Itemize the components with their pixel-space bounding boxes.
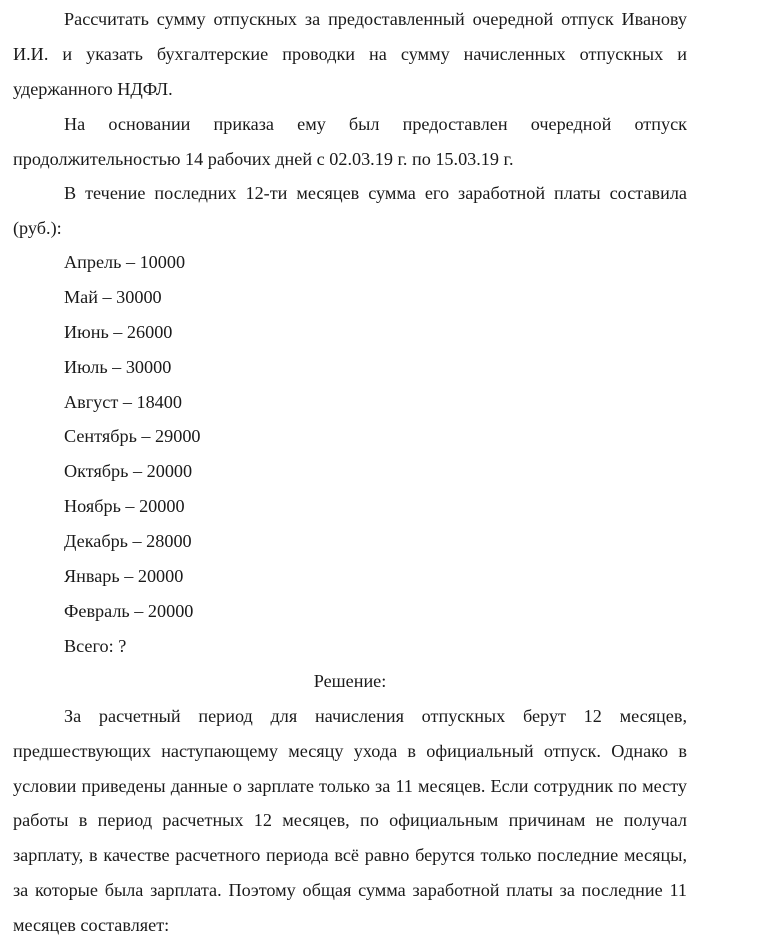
list-item: Июнь – 26000 xyxy=(64,321,173,342)
salary-list xyxy=(64,245,201,629)
list-item: Июль – 30000 xyxy=(64,356,172,377)
total-line: Всего: ? xyxy=(64,636,127,656)
list-item: Май – 30000 xyxy=(64,286,162,307)
list-item: Август – 18400 xyxy=(64,391,182,412)
solution-paragraph: За расчетный период для начисления отпускных берут 12 месяцев, предшествующих наступающему месяцу ухода в официальный отпуск. Однако в условии приведены данные о зарплате только за 11 месяцев. Если сотрудник по месту работы в период расчетных 12 месяцев, по официальным причинам не получал зарплату, в качестве расчетного периода всё равно берутся только последние месяцы, за которые была зарплата. Поэтому общая сумма заработной платы за последние 11 месяцев составляет: xyxy=(13,706,687,935)
list-item: Апрель – 10000 xyxy=(64,252,186,272)
list-item: Январь – 20000 xyxy=(64,566,184,587)
list-item: Декабрь – 28000 xyxy=(64,531,192,552)
solution-heading: Решение: xyxy=(313,671,387,691)
list-item: Февраль – 20000 xyxy=(64,600,194,621)
task-paragraph: Рассчитать сумму отпускных за предоставленный очередной отпуск Иванову И.И. и указать бухгалтерские проводки на сумму начисленных отпускных и удержанного НДФЛ. xyxy=(13,9,687,99)
list-item: Ноябрь – 20000 xyxy=(64,496,185,517)
list-item: Сентябрь – 29000 xyxy=(64,426,201,447)
list-item: Октябрь – 20000 xyxy=(64,461,193,482)
salary-intro-paragraph: В течение последних 12-ти месяцев сумма его заработной платы составила (руб.): xyxy=(13,183,687,238)
order-paragraph: На основании приказа ему был предоставлен очередной отпуск продолжительностью 14 рабочих дней с 02.03.19 г. по 15.03.19 г. xyxy=(13,114,687,169)
